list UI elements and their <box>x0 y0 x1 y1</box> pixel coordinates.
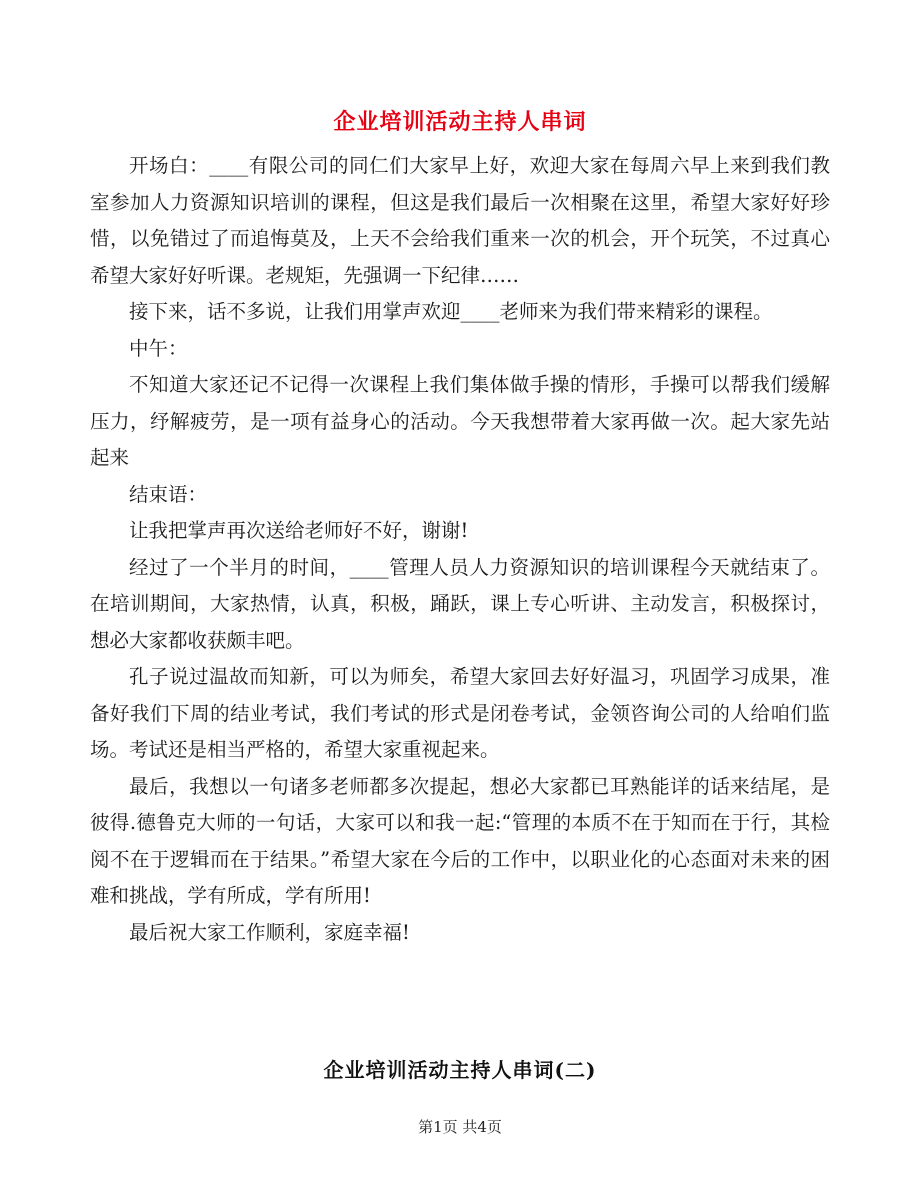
paragraph-exam-notice: 孔子说过温故而知新，可以为师矣，希望大家回去好好温习，巩固学习成果，准备好我们下周的结业考试，我们考试的形式是闭卷考试，金领咨询公司的人给咱们监场。考试还是相当严格的，希望大家重视起来。 <box>90 665 830 761</box>
paragraph-best-wishes: 最后祝大家工作顺利，家庭幸福! <box>129 920 410 944</box>
paragraph-course-summary: 经过了一个半月的时间，____管理人员人力资源知识的培训课程今天就结束了。在培训期间，大家热情，认真，积极，踊跃，课上专心听讲、主动发言，积极探讨，想必大家都收获颇丰吧。 <box>90 555 830 652</box>
page-number: 第1页 共4页 <box>418 1118 502 1136</box>
paragraph-opening: 开场白：____有限公司的同仁们大家早上好，欢迎大家在每周六早上来到我们教室参加人力资源知识培训的课程，但这是我们最后一次相聚在这里，希望大家好好珍惜，以免错过了而追悔莫及，上天不会给我们重来一次的机会，开个玩笑，不过真心希望大家好好听课。老规矩，先强调一下纪律…… <box>90 154 830 287</box>
document-body <box>90 148 830 951</box>
paragraph-applause: 让我把掌声再次送给老师好不好，谢谢! <box>129 519 469 542</box>
section-title: 企业培训活动主持人串词(二) <box>323 1058 597 1082</box>
paragraph-closing-heading: 结束语： <box>129 482 208 506</box>
paragraph-welcome-teacher: 接下来，话不多说，让我们用掌声欢迎____老师来为我们带来精彩的课程。 <box>129 300 773 323</box>
paragraph-noon-activity: 不知道大家还记不记得一次课程上我们集体做手操的情形，手操可以帮我们缓解压力，纾解疲劳，是一项有益身心的活动。今天我想带着大家再做一次。起大家先站起来 <box>90 373 830 469</box>
paragraph-noon-heading: 中午： <box>129 336 188 360</box>
document-title: 企业培训活动主持人串词 <box>333 109 587 135</box>
paragraph-drucker-quote: 最后，我想以一句诸多老师都多次提起，想必大家都已耳熟能详的话来结尾，是彼得.德鲁克大师的一句话，大家可以和我一起:“管理的本质不在于知而在于行，其检阅不在于逻辑而在于结果。”希望大家在今后的工作中，以职业化的心态面对未来的困难和挑战，学有所成，学有所用! <box>90 774 830 907</box>
